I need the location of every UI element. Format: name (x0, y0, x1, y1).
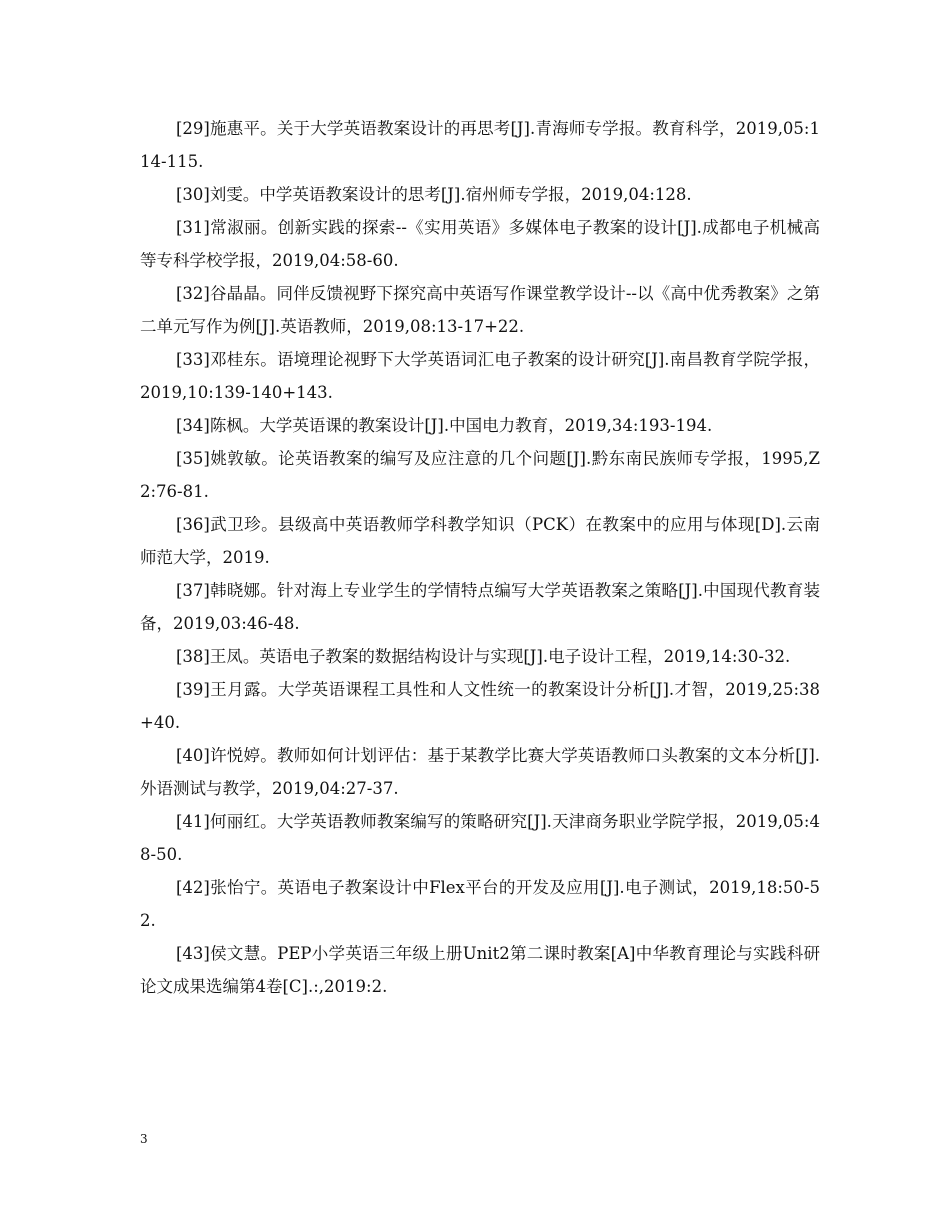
reference-item: [36]武卫珍。县级高中英语教师学科教学知识（PCK）在教案中的应用与体现[D].云南师范大学，2019. (140, 515, 820, 567)
page-number: 3 (140, 1132, 148, 1146)
reference-item: [38]王凤。英语电子教案的数据结构设计与实现[J].电子设计工程，2019,14:30-32. (176, 647, 791, 666)
reference-list (140, 112, 820, 1003)
reference-item: [37]韩晓娜。针对海上专业学生的学情特点编写大学英语教案之策略[J].中国现代教育装备，2019,03:46-48. (140, 581, 820, 633)
reference-item: [40]许悦婷。教师如何计划评估：基于某教学比赛大学英语教师口头教案的文本分析[J].外语测试与教学，2019,04:27-37. (140, 746, 820, 798)
reference-item: [31]常淑丽。创新实践的探索--《实用英语》多媒体电子教案的设计[J].成都电子机械高等专科学校学报，2019,04:58-60. (140, 218, 820, 270)
reference-item: [32]谷晶晶。同伴反馈视野下探究高中英语写作课堂教学设计--以《高中优秀教案》之第二单元写作为例[J].英语教师，2019,08:13-17+22. (140, 284, 820, 336)
reference-item: [33]邓桂东。语境理论视野下大学英语词汇电子教案的设计研究[J].南昌教育学院学报，2019,10:139-140+143. (140, 350, 820, 402)
reference-item: [29]施惠平。关于大学英语教案设计的再思考[J].青海师专学报。教育科学，2019,05:114-115. (140, 119, 820, 171)
reference-item: [34]陈枫。大学英语课的教案设计[J].中国电力教育，2019,34:193-194. (176, 416, 713, 435)
reference-item: [35]姚敦敏。论英语教案的编写及应注意的几个问题[J].黔东南民族师专学报，1995,Z2:76-81. (140, 449, 820, 501)
reference-item: [30]刘雯。中学英语教案设计的思考[J].宿州师专学报，2019,04:128. (176, 185, 692, 204)
reference-item: [43]侯文慧。PEP小学英语三年级上册Unit2第二课时教案[A]中华教育理论与实践科研论文成果选编第4卷[C].:,2019:2. (140, 944, 820, 996)
reference-item: [39]王月露。大学英语课程工具性和人文性统一的教案设计分析[J].才智，2019,25:38+40. (140, 680, 820, 732)
reference-item: [41]何丽红。大学英语教师教案编写的策略研究[J].天津商务职业学院学报，2019,05:48-50. (140, 812, 820, 864)
reference-item: [42]张怡宁。英语电子教案设计中Flex平台的开发及应用[J].电子测试，2019,18:50-52. (140, 878, 820, 930)
